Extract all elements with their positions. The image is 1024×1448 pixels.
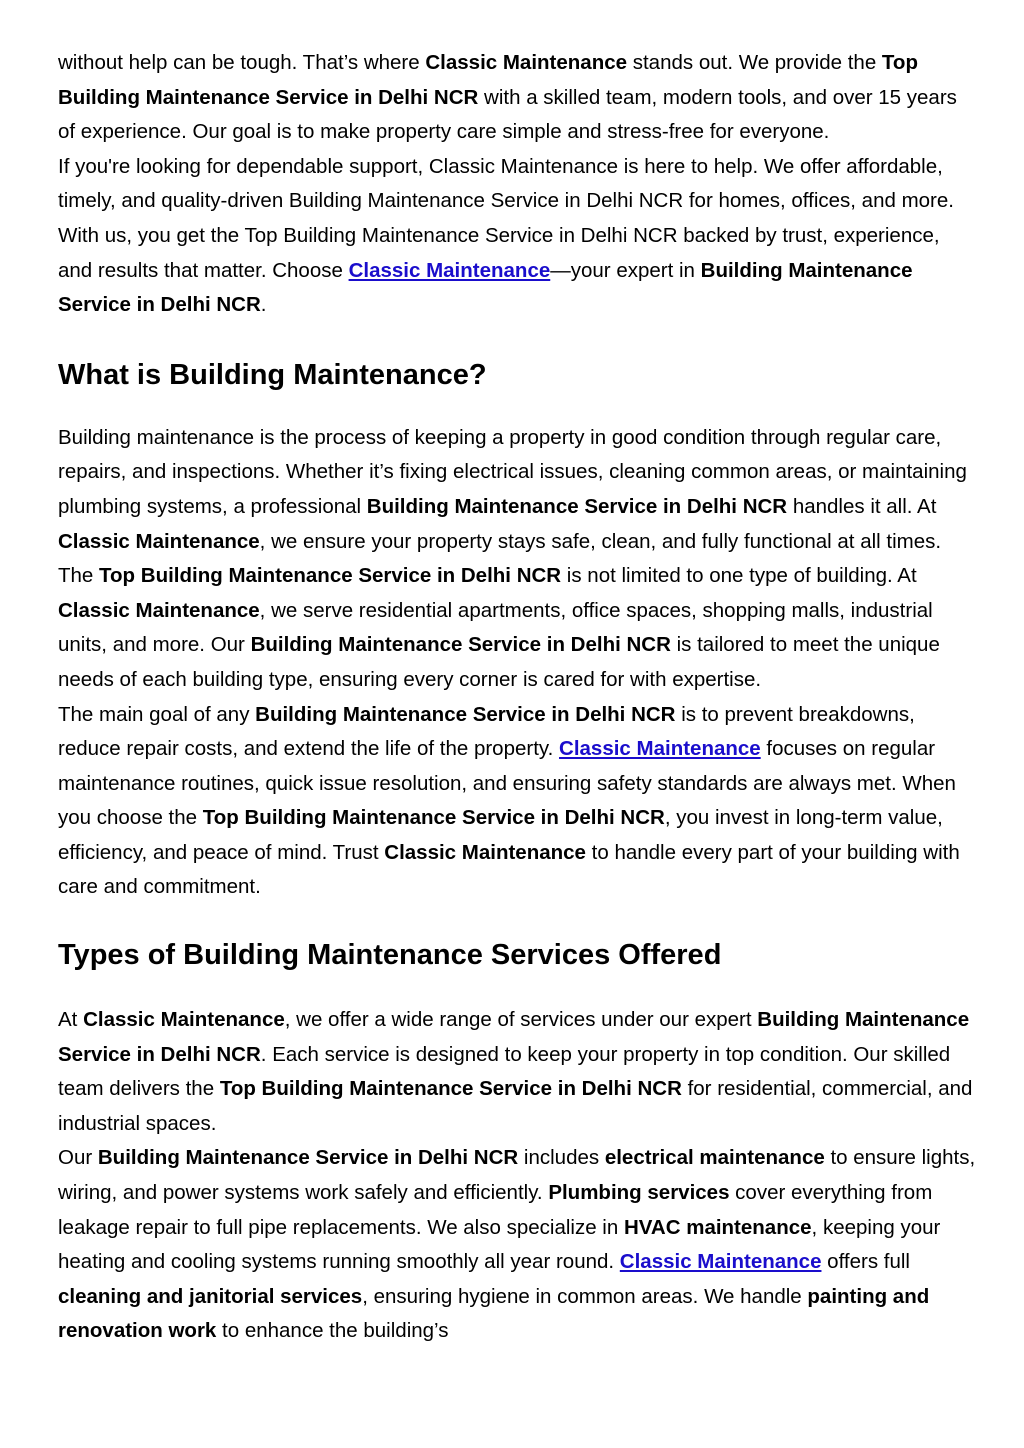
bold-text: Building Maintenance Service in Delhi NCR	[250, 633, 671, 657]
classic-maintenance-link[interactable]: Classic Maintenance	[559, 737, 761, 761]
body-text: , we ensure your property stays safe, clean, and fully functional at all times.	[259, 529, 942, 553]
body-text: , we serve residential apartments, office spaces, shopping malls, industrial units, and more. Our	[58, 598, 933, 657]
bold-text: electrical maintenance	[604, 1146, 825, 1170]
bold-text: Classic Maintenance	[425, 51, 628, 74]
bold-text: Top Building Maintenance Service in Delhi NCR	[99, 564, 562, 588]
document-page	[58, 46, 978, 1349]
bold-text: Classic Maintenance	[83, 1008, 285, 1032]
body-text: The main goal of any	[58, 702, 256, 726]
body-text: The	[58, 564, 100, 588]
body-text: , ensuring hygiene in common areas. We handle	[362, 1284, 808, 1308]
bold-text: Classic Maintenance	[58, 598, 260, 622]
bold-text: Plumbing services	[548, 1181, 730, 1205]
body-text: —your expert in	[550, 258, 701, 282]
bold-text: Building Maintenance Service in Delhi NCR	[58, 258, 913, 317]
body-text: is to prevent breakdowns, reduce repair costs, and extend the life of the property.	[58, 702, 915, 761]
bold-text: Building Maintenance Service in Delhi NCR	[97, 1146, 519, 1170]
body-text: includes	[518, 1146, 605, 1170]
body-text: , keeping your heating and cooling systems running smoothly all year round.	[58, 1215, 941, 1274]
body-text: Our	[58, 1146, 98, 1170]
bold-text: Classic Maintenance	[384, 840, 586, 864]
body-text: to enhance the building’s	[216, 1319, 449, 1343]
bold-text: Building Maintenance Service in Delhi NCR	[366, 494, 788, 518]
bold-text: Top Building Maintenance Service in Delhi NCR	[202, 806, 665, 830]
bold-text: Top Building Maintenance Service in Delhi NCR	[58, 51, 918, 109]
body-text: offers full	[821, 1250, 910, 1274]
types-paragraph	[58, 1003, 978, 1349]
body-text: is tailored to meet the unique needs of each building type, ensuring every corner is cared for with expertise.	[58, 633, 940, 691]
what-is-paragraph	[58, 421, 978, 905]
body-text: , you invest in long-term value, efficiency, and peace of mind. Trust	[58, 806, 943, 864]
body-text: with a skilled team, modern tools, and over 15 years of experience. Our goal is to make property care simple and stress-free for everyone.	[58, 85, 957, 144]
bold-text: painting and renovation work	[58, 1284, 930, 1343]
bold-text: Top Building Maintenance Service in Delhi NCR	[219, 1077, 682, 1101]
section-heading-what-is: What is Building Maintenance?	[58, 358, 487, 391]
body-text: , we offer a wide range of services under our expert	[284, 1008, 758, 1032]
bold-text: cleaning and janitorial services	[58, 1284, 363, 1308]
body-text: without help can be tough. That’s where	[58, 51, 426, 74]
body-text: to ensure lights, wiring, and power systems work safely and efficiently.	[58, 1146, 976, 1205]
bold-text: Classic Maintenance	[58, 529, 260, 553]
bold-text: Building Maintenance Service in Delhi NCR	[255, 702, 676, 726]
body-text: .	[260, 293, 267, 317]
body-text: to handle every part of your building with care and commitment.	[58, 840, 960, 899]
intro-paragraph	[58, 46, 978, 323]
body-text: for residential, commercial, and industrial spaces.	[58, 1077, 973, 1135]
body-text: . Each service is designed to keep your property in top condition. Our skilled team delivers the	[58, 1042, 951, 1101]
body-text: At	[58, 1008, 84, 1032]
body-text: Building maintenance is the process of keeping a property in good condition through regular care, repairs, and inspections. Whether it’s fixing electrical issues, cleaning common areas, or maintaining plumbing systems, a professional	[58, 425, 967, 518]
classic-maintenance-link[interactable]: Classic Maintenance	[348, 258, 551, 282]
body-text: If you're looking for dependable support, Classic Maintenance is here to help. We offer affordable, timely, and quality-driven Building Maintenance Service in Delhi NCR for homes, offices, and more. With us, you get the Top Building Maintenance Service in Delhi NCR backed by trust, experience, and results that matter. Choose	[58, 154, 954, 282]
body-text: is not limited to one type of building. At	[561, 564, 917, 588]
body-text: cover everything from leakage repair to full pipe replacements. We also specialize in	[58, 1181, 933, 1239]
bold-text: Building Maintenance Service in Delhi NCR	[58, 1008, 970, 1066]
body-text: stands out. We provide the	[627, 51, 882, 74]
body-text: handles it all. At	[787, 494, 937, 518]
section-heading-types: Types of Building Maintenance Services Offered	[58, 939, 722, 972]
bold-text: HVAC maintenance	[623, 1215, 812, 1239]
body-text: focuses on regular maintenance routines, quick issue resolution, and ensuring safety standards are always met. When you choose the	[58, 737, 956, 830]
classic-maintenance-link[interactable]: Classic Maintenance	[619, 1250, 822, 1274]
